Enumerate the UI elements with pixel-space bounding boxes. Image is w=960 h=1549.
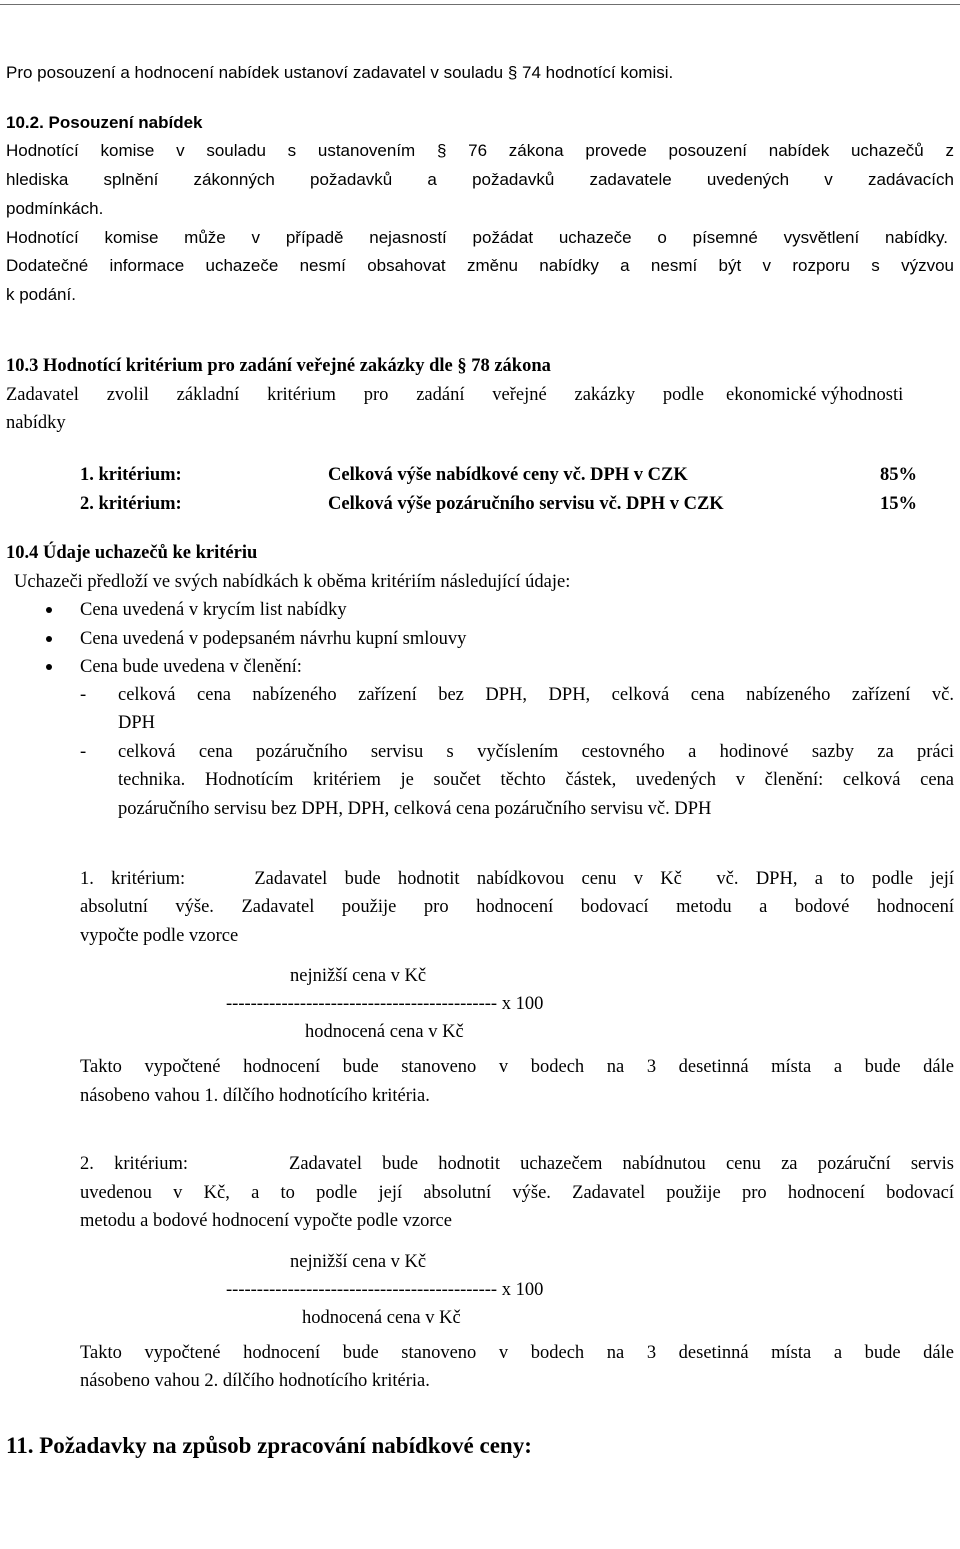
criterion-2-text: metodu a bodové hodnocení vypočte podle vzorce (80, 1211, 452, 1231)
dash-item-line: celková cena pozáručního servisu s vyčíslením cestovného a hodinové sazby za práci (118, 742, 954, 762)
criterion-2-text: násobeno vahou 2. dílčího hodnotícího kritéria. (80, 1371, 430, 1391)
section-10-2-line: k podání. (6, 285, 76, 304)
criterion-1-text: absolutní výše. Zadavatel použije pro hodnocení bodovací metodu a bodové hodnocení (80, 897, 954, 917)
section-10-3-text: Zadavatel zvolil základní kritérium pro zadání veřejné zakázky podle (6, 385, 704, 405)
section-10-2-line: Hodnotící komise může v případě nejasností požádat uchazeče o písemné vysvětlení nabídky. (6, 228, 948, 247)
bullet-icon (46, 664, 52, 670)
bullet-icon (46, 607, 52, 613)
formula-denominator: hodnocená cena v Kč (305, 1022, 464, 1042)
section-10-3-text: ekonomické výhodnosti (726, 385, 904, 405)
formula-fraction-line: -------------------------------------------- x 100 (226, 994, 544, 1014)
criterion-1-text: vypočte podle vzorce (80, 926, 239, 946)
section-10-2-heading: 10.2. Posouzení nabídek (6, 113, 203, 132)
dash-marker: - (80, 685, 87, 705)
dash-marker: - (80, 742, 87, 762)
section-11-heading: 11. Požadavky na způsob zpracování nabídkové ceny: (6, 1433, 532, 1458)
dash-item-line: DPH (118, 713, 156, 733)
list-item: Cena uvedená v krycím list nabídky (80, 600, 347, 620)
criterion-1-text: násobeno vahou 1. dílčího hodnotícího kritéria. (80, 1086, 430, 1106)
section-10-2-line: hlediska splnění zákonných požadavků a požadavků zadavatele uvedených v zadávacích (6, 170, 954, 189)
bullet-icon (46, 636, 52, 642)
criterion-2-text: 2. kritérium: Zadavatel bude hodnotit uchazečem nabídnutou cenu za pozáruční servis (80, 1154, 954, 1174)
criterion-description: Celková výše pozáručního servisu vč. DPH v CZK (328, 494, 724, 514)
criterion-1-text: 1. kritérium: Zadavatel bude hodnotit nabídkovou cenu v Kč vč. DPH, a to podle její (80, 869, 954, 889)
formula-fraction-line: -------------------------------------------- x 100 (226, 1280, 544, 1300)
dash-item-line: technika. Hodnotícím kritériem je součet těchto částek, uvedených v členění: celková cena (118, 770, 954, 790)
criterion-2-text: Takto vypočtené hodnocení bude stanoveno v bodech na 3 desetinná místa a bude dále (80, 1343, 954, 1363)
criterion-1-text: Takto vypočtené hodnocení bude stanoveno v bodech na 3 desetinná místa a bude dále (80, 1057, 954, 1077)
criterion-weight: 85% (880, 465, 917, 485)
section-10-3-text: nabídky (6, 413, 66, 433)
criterion-description: Celková výše nabídkové ceny vč. DPH v CZK (328, 465, 688, 485)
section-10-4-heading: 10.4 Údaje uchazečů ke kritériu (6, 543, 258, 563)
section-10-3-heading: 10.3 Hodnotící kritérium pro zadání veřejné zakázky dle § 78 zákona (6, 356, 551, 376)
section-10-2-line: Dodatečné informace uchazeče nesmí obsahovat změnu nabídky a nesmí být v rozporu s výzvou (6, 256, 954, 275)
criterion-2-text: uvedenou v Kč, a to podle její absolutní výše. Zadavatel použije pro hodnocení bodovací (80, 1183, 954, 1203)
criterion-label: 1. kritérium: (80, 465, 182, 485)
formula-denominator: hodnocená cena v Kč (302, 1308, 461, 1328)
list-item: Cena uvedená v podepsaném návrhu kupní smlouvy (80, 629, 467, 649)
list-item: Cena bude uvedena v členění: (80, 657, 302, 677)
top-rule (0, 4, 960, 5)
section-10-2-line: Hodnotící komise v souladu s ustanovením § 76 zákona provede posouzení nabídek uchazečů z (6, 141, 954, 160)
dash-item-line: pozáručního servisu bez DPH, DPH, celková cena pozáručního servisu vč. DPH (118, 799, 712, 819)
intro-paragraph: Pro posouzení a hodnocení nabídek ustanoví zadavatel v souladu § 74 hodnotící komisi. (6, 63, 674, 82)
dash-item-line: celková cena nabízeného zařízení bez DPH, DPH, celková cena nabízeného zařízení vč. (118, 685, 954, 705)
criterion-weight: 15% (880, 494, 917, 514)
section-10-2-line: podmínkách. (6, 199, 104, 218)
formula-numerator: nejnižší cena v Kč (290, 1252, 427, 1272)
section-10-4-intro: Uchazeči předloží ve svých nabídkách k oběma kritériím následující údaje: (14, 572, 571, 592)
formula-numerator: nejnižší cena v Kč (290, 966, 427, 986)
criterion-label: 2. kritérium: (80, 494, 182, 514)
